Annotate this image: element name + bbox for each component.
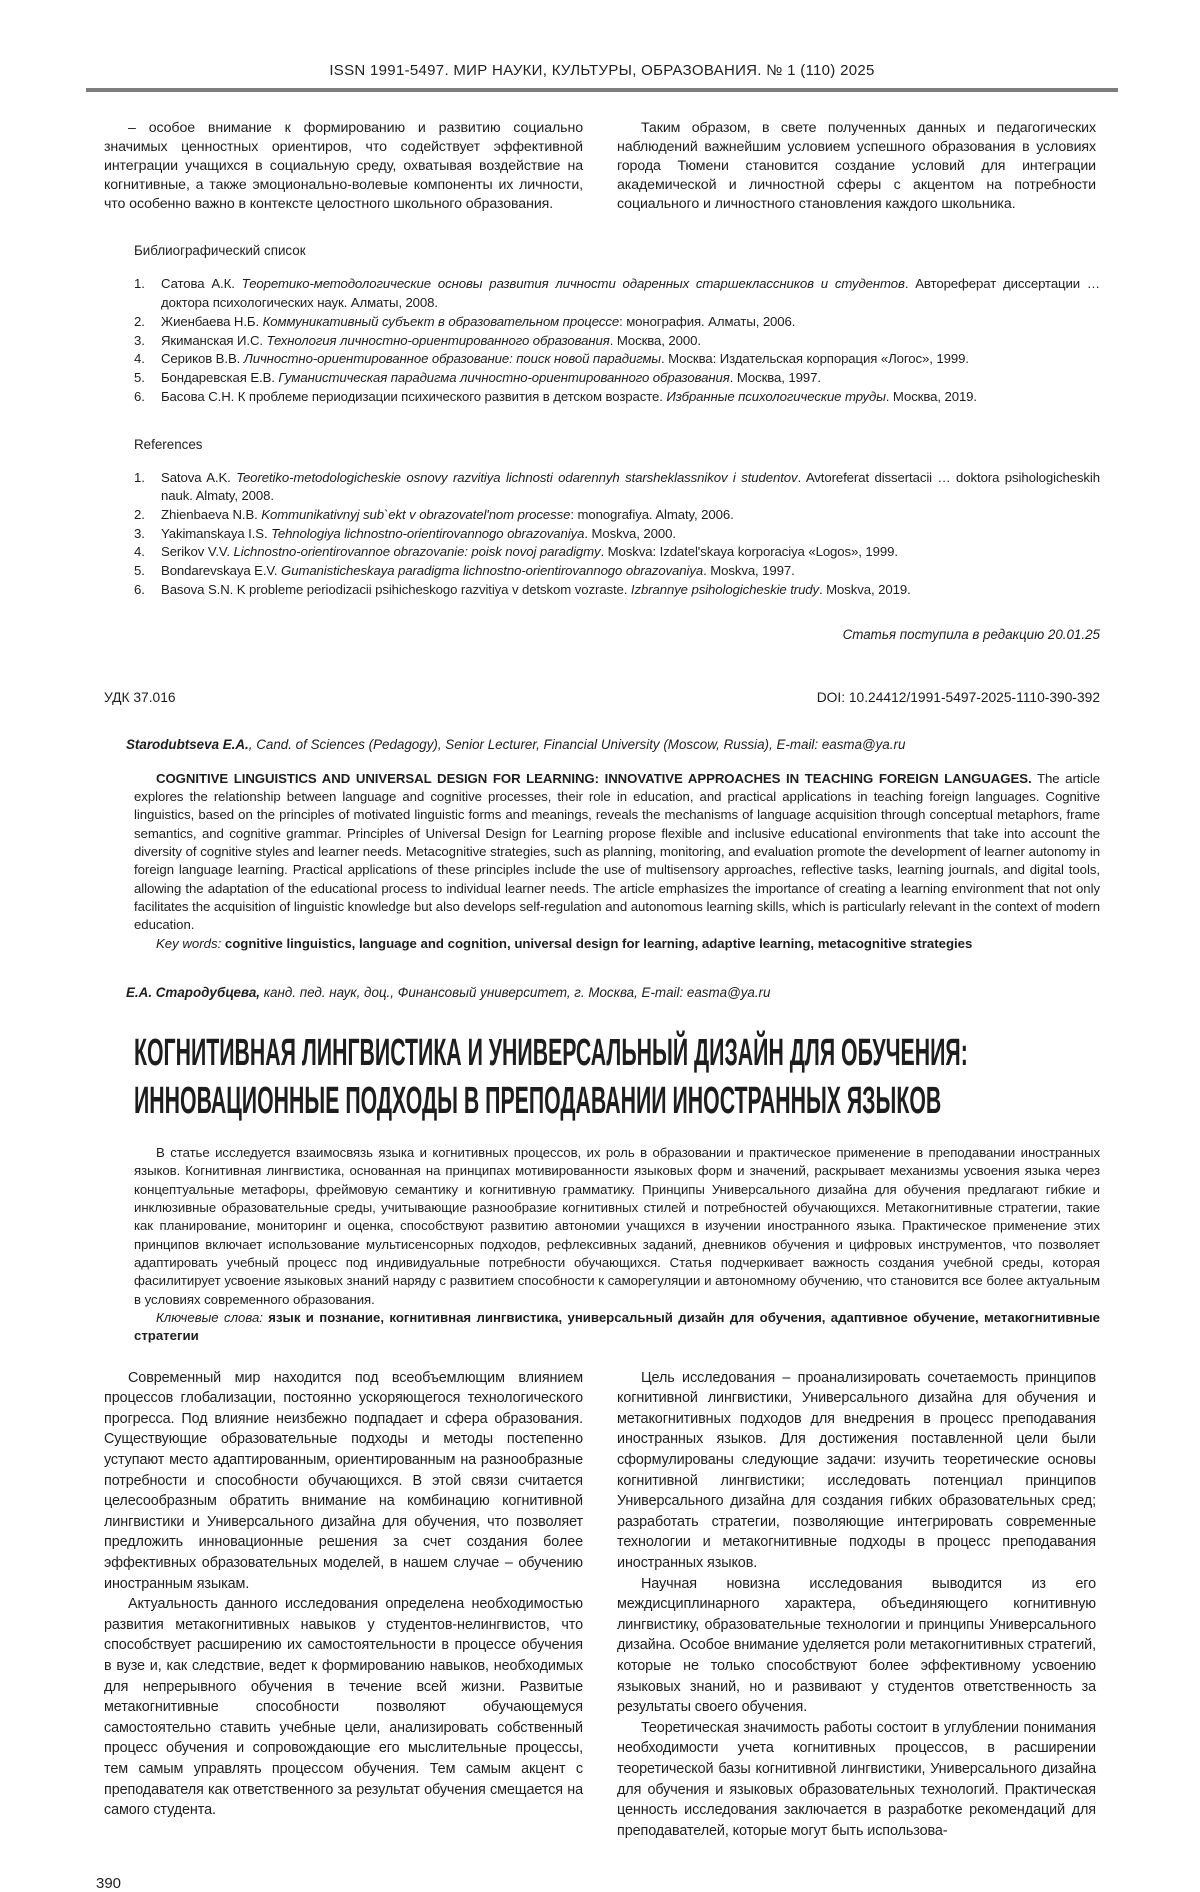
body-paragraph: Теоретическая значимость работы состоит в углублении понимания необходимости учета когнитивных процессов, в расширении теоретической базы когнитивной лингвистики, Универсального дизайна для обучения и языковых образовательных технологий. Практическая ценность исследования заключается в разработке рекомендаций для преподавателей, которые могут быть использова- (617, 1719, 1096, 1839)
reference-text: Сериков В.В. Личностно-ориентированное образование: поиск новой парадигмы. Москва: Издательская корпорация «Логос», 1999. (161, 351, 969, 367)
reference-text: Бондаревская Е.В. Гуманистическая парадигма личностно-ориентированного образования. Москва, 1997. (161, 370, 821, 386)
intro-columns (104, 119, 1100, 213)
author-affiliation-en: , Cand. of Sciences (Pedagogy), Senior Lecturer, Financial University (Moscow, Russia), E-mail: easma@ya.ru (248, 736, 906, 752)
reference-number: 1. (134, 276, 145, 292)
reference-number: 6. (134, 388, 145, 404)
intro-right-column (617, 119, 1096, 213)
reference-item (134, 581, 1100, 600)
reference-item (134, 525, 1100, 544)
header-divider (86, 88, 1118, 92)
reference-text: Zhienbaeva N.B. Kommunikativnyj sub`ekt v obrazovatel'nom processe: monografiya. Almaty, 2006. (161, 506, 734, 522)
keywords-text-ru: язык и познание, когнитивная лингвистика, универсальный дизайн для обучения, адаптивное обучение, метакогнитивные стратегии (134, 1309, 1100, 1344)
body-columns (104, 1368, 1100, 1842)
article-title-en: COGNITIVE LINGUISTICS AND UNIVERSAL DESIGN FOR LEARNING: INNOVATIVE APPROACHES IN TEACHING FOREIGN LANGUAGES. (156, 770, 1032, 786)
reference-text: Satova A.K. Teoretiko-metodologicheskie osnovy razvitiya lichnosti odarennyh starsheklassnikov i studentov. Avtoreferat dissertacii … doktora psihologicheskih nauk. Almaty, 2008. (161, 469, 1100, 504)
bibliography-section (134, 243, 1100, 406)
keywords-label-en: Key words: (156, 935, 222, 951)
reference-text: Basova S.N. K probleme periodizacii psihicheskogo razvitiya v detskom vozraste. Izbrannye psihologicheskie trudy. Moskva, 2019. (161, 581, 911, 597)
journal-issn-header: ISSN 1991-5497. МИР НАУКИ, КУЛЬТУРЫ, ОБРАЗОВАНИЯ. № 1 (110) 2025 (329, 62, 875, 79)
references-list (134, 469, 1100, 600)
reference-item (134, 469, 1100, 506)
reference-text: Serikov V.V. Lichnostno-orientirovannoe obrazovanie: poisk novoj paradigmy. Moskva: Izdatel'skaya korporaciya «Logos», 1999. (161, 544, 898, 560)
reference-number: 5. (134, 370, 145, 386)
reference-number: 2. (134, 506, 145, 522)
udk-code: УДК 37.016 (104, 689, 176, 705)
reference-item (134, 275, 1100, 312)
reference-item (134, 332, 1100, 351)
page-number: 390 (96, 1875, 122, 1892)
body-paragraph: Современный мир находится под всеобъемлющим влиянием процессов глобализации, постоянно ускоряющегося технологического прогресса. Под влияние неизбежно подпадает и сфера образования. Существующие образовательные подходы и методы постепенно уступают место адаптированным, ориентированным на разнообразные потребности и способности обучающихся. В этой связи считается целесообразным обратить внимание на комбинацию когнитивной лингвистики и Универсального дизайна для обучения, что позволяет предложить инновационные решения за счет создания более эффективных образовательных моделей, в нашем случае – обучению иностранным языкам. (104, 1369, 583, 1592)
body-paragraph: Научная новизна исследования выводится из его междисциплинарного характера, объединяющего когнитивную лингвистику, образовательные технологии и принципы Универсального дизайна. Особое внимание уделяется роли метакогнитивных стратегий, которые не только способствуют более эффективному усвоению языковых знаний, но и развивают у студентов ответственность за результаты своего обучения. (617, 1575, 1096, 1716)
body-right-column (617, 1368, 1096, 1842)
reference-text: Сатова А.К. Теоретико-методологические основы развития личности одаренных старшеклассников и студентов. Автореферат диссертации … доктора психологических наук. Алматы, 2008. (161, 276, 1100, 311)
keywords-text-en: cognitive linguistics, language and cognition, universal design for learning, adaptive learning, metacognitive strategies (221, 935, 973, 951)
reference-item (134, 350, 1100, 369)
keywords-line-en (134, 935, 1100, 953)
bibliography-list (134, 275, 1100, 406)
abstract-block-ru (134, 1144, 1100, 1346)
reference-number: 4. (134, 351, 145, 367)
reference-number: 5. (134, 563, 145, 579)
meta-row (104, 690, 1100, 705)
reference-text: Bondarevskaya E.V. Gumanisticheskaya paradigma lichnostno-orientirovannogo obrazovaniya. Moskva, 1997. (161, 563, 795, 579)
reference-item (134, 313, 1100, 332)
reference-text: Yakimanskaya I.S. Tehnologiya lichnostno-orientirovannogo obrazovaniya. Moskva, 2000. (161, 525, 676, 541)
author-name-ru: Е.А. Стародубцева, (126, 985, 260, 1001)
references-section (134, 437, 1100, 600)
reference-number: 6. (134, 581, 145, 597)
body-left-column (104, 1368, 583, 1842)
keywords-line-ru (134, 1309, 1100, 1346)
author-line-ru (104, 985, 1100, 1000)
reference-number: 1. (134, 469, 145, 485)
reference-text: Якиманская И.С. Технология личностно-ориентированного образования. Москва, 2000. (161, 332, 701, 348)
references-heading: References (134, 436, 203, 452)
author-affiliation-ru: канд. пед. наук, доц., Финансовый университет, г. Москва, E-mail: easma@ya.ru (260, 985, 771, 1001)
abstract-block-en (134, 770, 1100, 953)
abstract-text-en: The article explores the relationship between language and cognitive processes, their role in education, and practical applications in teaching foreign languages. Cognitive linguistics, based on the principles of motivated linguistic forms and meanings, reveals the mechanisms of language acquisition through conceptual metaphors, frame semantics, and cognitive grammar. Principles of Universal Design for Learning propose flexible and inclusive educational environments that take into account the diversity of cognitive styles and learner needs. Metacognitive strategies, such as planning, monitoring, and evaluation promote the development of learner autonomy in foreign language learning. Practical applications of these principles include the use of multisensory approaches, reflective tasks, learning journals, and digital tools, allowing the adaptation of the educational process to individual learner needs. The article emphasizes the importance of creating a learning environment that not only facilitates the acquisition of linguistic knowledge but also develops self-regulation and autonomous learning skills, which is particularly relevant in the context of modern education. (134, 770, 1100, 933)
intro-left-paragraph: – особое внимание к формированию и развитию социально значимых ценностных ориентиров, что содействует эффективной интеграции учащихся в социальную среду, охватывая воздействие на когнитивные, а также эмоционально-волевые компоненты их личности, что особенно важно в контексте целостного школьного образования. (104, 120, 583, 212)
body-paragraph: Актуальность данного исследования определена необходимостью развития метакогнитивных навыков у студентов-нелингвистов, что способствует расширению их самостоятельности в процессе обучения в вузе и, как следствие, ведет к формированию навыков, необходимых для непрерывного обучения в течение всей жизни. Развитые метакогнитивные способности позволяют обучающемуся самостоятельно ставить учебные цели, анализировать собственный процесс обучения и сопровождающие его мыслительные процессы, тем самым управлять процессом обучения. Тем самым акцент с преподавателя как ответственного за результат обучения смещается на самого студента. (104, 1596, 583, 1819)
reference-number: 4. (134, 544, 145, 560)
reference-number: 2. (134, 313, 145, 329)
article-title-ru-line2: ИННОВАЦИОННЫЕ ПОДХОДЫ В ПРЕПОДАВАНИИ ИНОСТРАННЫХ ЯЗЫКОВ (134, 1079, 942, 1122)
article-title-ru-line1: КОГНИТИВНАЯ ЛИНГВИСТИКА И УНИВЕРСАЛЬНЫЙ ДИЗАЙН ДЛЯ ОБУЧЕНИЯ: (134, 1032, 968, 1075)
body-paragraph: Цель исследования – проанализировать сочетаемость принципов когнитивной лингвистики, Универсального дизайна для обучения и метакогнитивных подходов для внедрения в процесс преподавания иностранных языков. Для достижения поставленной цели были сформулированы следующие задачи: изучить теоретические основы когнитивной лингвистики; исследовать потенциал принципов Универсального дизайна для создания гибких образовательных сред; разработать стратегии, позволяющие интегрировать современные технологии и метакогнитивные подходы в процесс преподавания иностранных языков. (617, 1369, 1096, 1571)
keywords-label-ru: Ключевые слова: (156, 1309, 263, 1325)
doi-code: DOI: 10.24412/1991-5497-2025-1110-390-392 (816, 689, 1100, 705)
intro-right-paragraph: Таким образом, в свете полученных данных и педагогических наблюдений важнейшим условием успешного образования в условиях города Тюмени становится создание условий для интеграции академической и личностной сферы с акцентом на потребности социального и личностного становления каждого школьника. (617, 120, 1096, 212)
author-name-en: Starodubtseva E.A. (126, 736, 249, 752)
reference-item (134, 388, 1100, 407)
received-date-line: Статья поступила в редакцию 20.01.25 (842, 626, 1100, 642)
reference-text: Басова С.Н. К проблеме периодизации психического развития в детском возрасте. Избранные психологические труды. Москва, 2019. (161, 388, 977, 404)
reference-text: Жиенбаева Н.Б. Коммуникативный субъект в образовательном процессе: монография. Алматы, 2006. (161, 313, 796, 329)
reference-item (134, 562, 1100, 581)
article-title-ru (134, 1030, 1100, 1126)
abstract-paragraph-ru: В статье исследуется взаимосвязь языка и когнитивных процессов, их роль в образовании и практическое применение в преподавании иностранных языков. Когнитивная лингвистика, основанная на принципах мотивированности языковых форм и значений, раскрывает механизмы усвоения языка через концептуальные метафоры, фреймовую семантику и когнитивную грамматику. Принципы Универсального дизайна для обучения предлагают гибкие и инклюзивные образовательные среды, учитывающие разнообразие когнитивных стилей и потребностей обучающихся. Метакогнитивные стратегии, такие как планирование, мониторинг и оценка, способствуют развитию автономии учащихся в изучении иностранного языка. Практическое применение этих принципов включает использование мультисенсорных подходов, рефлексивных заданий, дневников обучения и цифровых инструментов, что позволяет адаптировать учебный процесс под индивидуальные потребности обучающихся. Статья подчеркивает важность создания учебной среды, которая фасилитирует усвоение языковых знаний наряду с развитием способности к саморегуляции и автономному обучению, что становится все более актуальным в условиях современного образования. (134, 1144, 1100, 1307)
reference-item (134, 369, 1100, 388)
bibliography-heading: Библиографический список (134, 243, 306, 259)
reference-item (134, 543, 1100, 562)
abstract-paragraph-en (134, 770, 1100, 935)
reference-number: 3. (134, 525, 145, 541)
reference-item (134, 506, 1100, 525)
author-line-en (104, 737, 1100, 752)
reference-number: 3. (134, 332, 145, 348)
intro-left-column (104, 119, 583, 213)
